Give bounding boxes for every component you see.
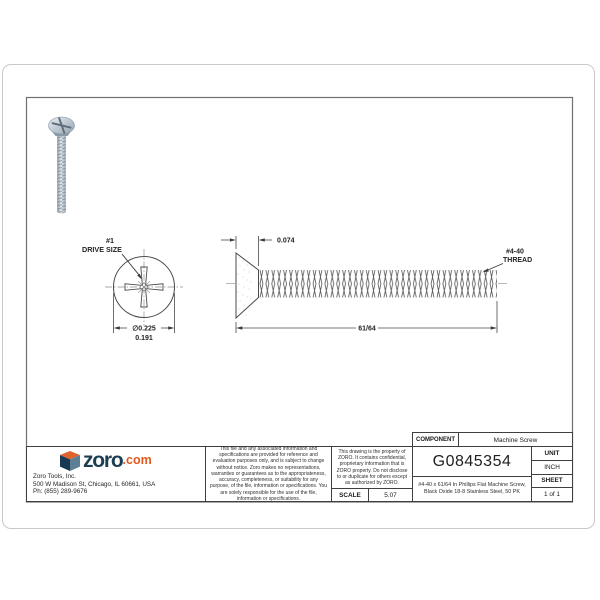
company-name: Zoro Tools, Inc. — [33, 473, 76, 480]
disclaimer-cell — [206, 447, 332, 501]
component-value: Machine Screw — [493, 436, 538, 444]
logo-text: zoro — [83, 449, 123, 472]
sheet-label: SHEET — [532, 474, 572, 488]
zoro-cube-icon — [60, 451, 80, 471]
thread-label-line1: #4-40 — [506, 248, 524, 256]
diameter-min-text: 0.191 — [135, 335, 153, 342]
disclaimer-text: This file and any associated information and specifications are provided for reference and evaluation purposes only, and is subject to change without notice. Zoro makes no representations, warranties or guarantees as to the appropriateness, accuracy, completeness, or suitability for any purpose, of the file, information or specifications. You are solely responsible for the use of the file, information or specifications. — [210, 445, 328, 503]
company-phone: Ph: (855) 289-9676 — [33, 488, 88, 496]
part-description-line1: #4-40 x 61/64 In Phillips Flat Machine Screw, — [418, 482, 526, 489]
company-street: 500 W Madison St, Chicago, IL 60661, USA — [33, 480, 156, 488]
scale-value: 5.07 — [384, 491, 397, 499]
part-cell — [413, 447, 532, 501]
thread-callout — [483, 249, 533, 273]
part-description — [413, 476, 531, 501]
component-row — [412, 432, 573, 447]
component-label: COMPONENT — [413, 433, 459, 447]
company-address-block — [33, 473, 155, 496]
zoro-logo — [60, 449, 152, 472]
length-dimension — [236, 301, 497, 333]
length-text: 61/64 — [358, 325, 376, 333]
scale-row — [332, 488, 412, 501]
part-number: G0845354 — [432, 452, 512, 470]
scale-label: SCALE — [332, 489, 369, 501]
drive-size-label-line2: DRIVE SIZE — [82, 245, 122, 254]
head-height-dimension — [221, 236, 295, 266]
thread-band — [259, 270, 498, 298]
drive-size-label-line1: #1 — [106, 236, 114, 245]
unit-label: UNIT — [544, 449, 560, 457]
logo-suffix: .com — [122, 452, 152, 467]
unit-value: INCH — [532, 460, 572, 474]
side-view — [221, 236, 532, 333]
unit-sheet-cell — [532, 447, 572, 501]
company-cell — [27, 447, 206, 501]
front-view — [82, 236, 183, 342]
thread-label-line2: THREAD — [503, 257, 533, 264]
title-block — [26, 446, 573, 502]
diameter-max-text: ∅0.225 — [132, 325, 156, 333]
property-notice-text: This drawing is the property of ZORO. It contains confidential, proprietary information that is ZORO property. Do not disclose to or duplicate for others except as authorized by ZORO. — [336, 448, 408, 487]
property-notice-cell — [332, 447, 413, 501]
screw-head-profile — [236, 253, 259, 318]
part-description-line2: Black Oxide 18-8 Stainless Steel, 50 PK — [424, 489, 520, 495]
sheet-value: 1 of 1 — [532, 487, 572, 501]
head-height-text: 0.074 — [277, 237, 295, 245]
